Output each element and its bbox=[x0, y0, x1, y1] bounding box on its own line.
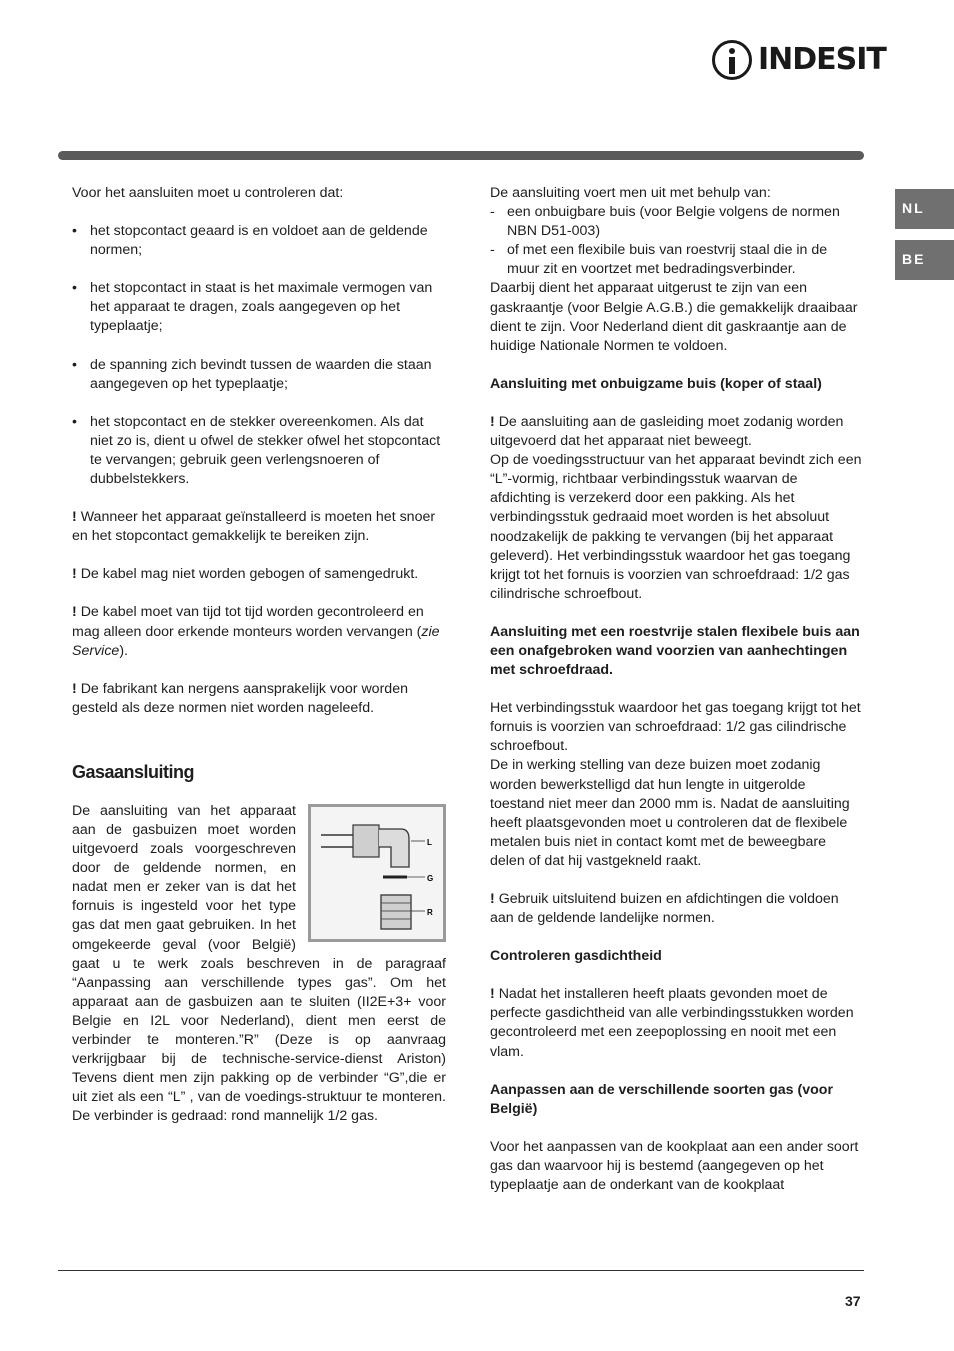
warning-mark: ! bbox=[490, 986, 495, 1003]
paragraph: De in werking stelling van deze buizen moet zodanig worden bewerkstelligd dat hun lengte in uitgerolde toestand niet meer dan 2000 mm is. Nadat de aansluiting heeft plaatsgevonden moet u controleren dat de flexibele metalen buis niet in contact komt met de beweegbare delen of dat hij vastgekneld raakt. bbox=[490, 757, 850, 869]
warning-mark: ! bbox=[72, 604, 77, 621]
paragraph: Daarbij dient het apparaat uitgerust te zijn van een gaskraantje (voor Belgie A.G.B.) die gemakkelijk draaibaar dient te zijn. Voor Nederland dient dit gaskraantje aan de huidige Nationale Normen te voldoen. bbox=[490, 280, 858, 354]
warning-note: ! De aansluiting aan de gasleiding moet zodanig worden uitgevoerd dat het apparaat niet beweegt. bbox=[490, 413, 844, 450]
indesit-logo-icon bbox=[712, 40, 752, 80]
subheading: Aansluiting met onbuigzame buis (koper of staal) bbox=[490, 375, 822, 392]
intro-text: Voor het aansluiten moet u controleren dat: bbox=[72, 185, 344, 201]
diagram-label-l: L bbox=[427, 837, 432, 847]
warning-mark: ! bbox=[72, 680, 77, 697]
brand-logo bbox=[712, 38, 886, 82]
gas-connection-text: L G R De aansluiting van het apparaat aan de gasbuizen moet worden uitgevoerd zoals voorgeschreven door de geldende normen, en nadat men er zeker van is dat het fornuis is ingesteld voor het type gas dat men gaat gebruiken. In het omgekeerde geval (voor België) gaat u te werk zoals beschreven in de paragraaf “Aanpassing aan verschillende types gas”. Om het apparaat aan de gasbuizen aan te sluiten (II2E+3+ voor Belgie en I2L voor Nederland), dient men eerst de verbinder te monteren.”R” (Deze is op aanvraag verkrijgbaar bij de technische-service-dienst Ariston) Tevens dient men zijn pakking op de verbinder “G”,die er uit ziet als een “L” , van de voedings-struktuur te monteren. De verbinder is gedraad: rond mannelijk 1/2 gas. bbox=[72, 802, 446, 1125]
subheading: Aanpassen aan de verschillende soorten gas (voor België) bbox=[490, 1081, 833, 1117]
warning-note: ! De kabel moet van tijd tot tijd worden gecontroleerd en mag alleen door erkende monteurs worden vervangen (zie Service). bbox=[72, 604, 440, 659]
warning-note: ! Nadat het installeren heeft plaats gevonden moet de perfecte gasdichtheid van alle verbindingsstukken worden gecontroleerd met een zeepoplossing en nooit met een vlam. bbox=[490, 986, 854, 1060]
footer-rule bbox=[58, 1270, 864, 1271]
page-number: 37 bbox=[845, 1293, 861, 1309]
list-item: • het stopcontact en de stekker overeenkomen. Als dat niet zo is, dient u ofwel de stekker ofwel het stopcontact te vervangen; gebruik geen verlengsnoeren of dubbelstekkers. bbox=[72, 413, 446, 489]
warning-note: ! De kabel mag niet worden gebogen of samengedrukt. bbox=[72, 566, 419, 583]
list-item: - een onbuigbare buis (voor Belgie volgens de normen NBN D51-003) bbox=[490, 203, 862, 241]
paragraph: Voor het aanpassen van de kookplaat aan een ander soort gas dan waarvoor hij is bestemd (aangegeven op het typeplaatje aan de onderkant van de kookplaat bbox=[490, 1138, 859, 1194]
brand-logo-text: INDESIT bbox=[758, 42, 886, 78]
subheading: Aansluiting met een roestvrije stalen flexibele buis aan een onafgebroken wand voorzien van aanhechtingen met schroefdraad. bbox=[490, 623, 860, 679]
right-column bbox=[490, 184, 862, 1195]
left-column bbox=[72, 184, 446, 1126]
language-tab-be: BE bbox=[895, 240, 954, 280]
diagram-label-r: R bbox=[427, 907, 433, 917]
paragraph: Op de voedingsstructuur van het apparaat bevindt zich een “L”-vormig, richtbaar verbindingsstuk waarvan de afdichting is verzekerd door een pakking. Als het verbindingsstuk gedraaid moet worden is het absoluut noodzakelijk de pakking te vervangen (bij het apparaat geleverd). Het verbindingsstuk waardoor het gas toegang krijgt tot het fornuis is voorzien van schroefdraad: 1/2 gas cilindrische schroefbout. bbox=[490, 452, 862, 602]
list-item: • het stopcontact geaard is en voldoet aan de geldende normen; bbox=[72, 222, 446, 260]
warning-note: ! De fabrikant kan nergens aansprakelijk voor worden gesteld als deze normen niet worden nageleefd. bbox=[72, 680, 408, 716]
section-title-gas: Gasaansluiting bbox=[72, 761, 195, 782]
diagram-label-g: G bbox=[427, 873, 434, 883]
warning-mark: ! bbox=[490, 891, 495, 907]
warning-mark: ! bbox=[490, 413, 495, 430]
warning-note: ! Wanneer het apparaat geïnstalleerd is moeten het snoer en het stopcontact gemakkelijk te bereiken zijn. bbox=[72, 509, 436, 545]
service-reference: zie Service bbox=[72, 623, 440, 659]
subheading: Controleren gasdichtheid bbox=[490, 948, 662, 965]
list-item: • het stopcontact in staat is het maximale vermogen van het apparaat te dragen, zoals aangegeven op het typeplaatje; bbox=[72, 279, 446, 336]
intro-text: De aansluiting voert men uit met behulp van: bbox=[490, 185, 771, 201]
list-item: - of met een flexibile buis van roestvrij staal die in de muur zit en voortzet met bedradingsverbinder. bbox=[490, 241, 862, 279]
warning-mark: ! bbox=[72, 509, 77, 526]
gas-connector-diagram bbox=[308, 804, 446, 942]
paragraph: Het verbindingsstuk waardoor het gas toegang krijgt tot het fornuis is voorzien van schroefdraad: 1/2 gas cilindrische schroefbout. bbox=[490, 700, 861, 755]
warning-mark: ! bbox=[72, 566, 77, 583]
header-rule bbox=[58, 151, 864, 160]
warning-note: ! Gebruik uitsluitend buizen en afdichtingen die voldoen aan de geldende landelijke normen. bbox=[490, 891, 839, 927]
list-item: • de spanning zich bevindt tussen de waarden die staan aangegeven op het typeplaatje; bbox=[72, 356, 446, 394]
language-tab-nl: NL bbox=[895, 189, 954, 229]
